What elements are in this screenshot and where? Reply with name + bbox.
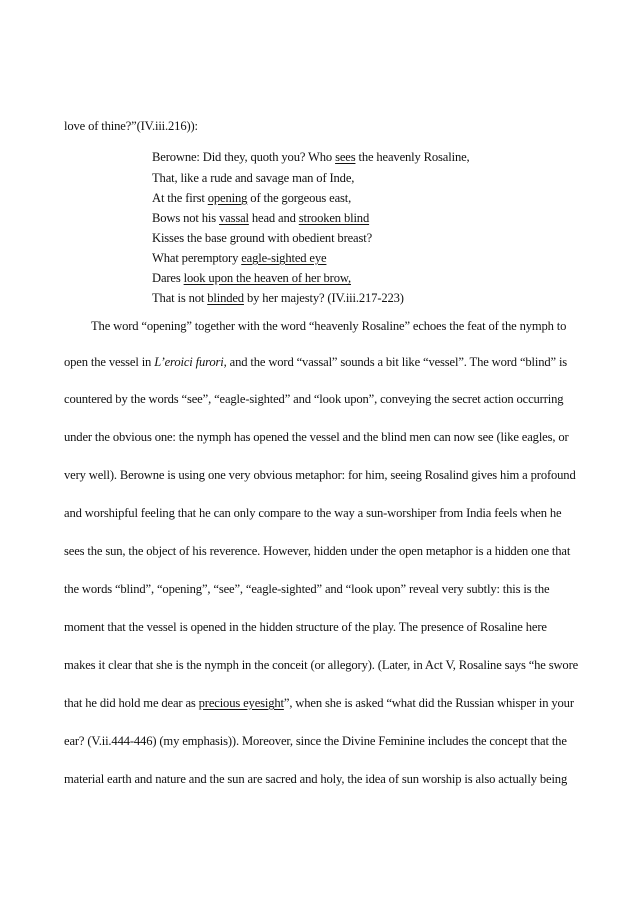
paragraph-line — [91, 318, 566, 334]
opening-line: love of thine?”(IV.iii.216)): — [64, 119, 198, 133]
paragraph-line — [64, 619, 547, 635]
text-run: Bows not his — [152, 211, 219, 225]
verse-line — [152, 290, 404, 306]
paragraph-line — [64, 354, 567, 370]
text-run: the words “blind”, “opening”, “see”, “eagle-sighted” and “look upon” reveal very subtly: this is the — [64, 582, 550, 596]
underlined-text: opening — [207, 191, 248, 205]
paragraph-line — [64, 657, 578, 673]
text-run: head and — [248, 211, 299, 225]
text-run: sees the sun, the object of his reverence. However, hidden under the open metaphor is a hidden one that — [64, 544, 571, 558]
text-run: At the first — [152, 191, 208, 205]
underlined-text: sees — [335, 150, 356, 164]
underlined-text: precious eyesight — [198, 696, 284, 710]
text-run: the heavenly Rosaline, — [355, 150, 470, 164]
text-run: That is not — [152, 291, 208, 305]
verse-line — [152, 210, 369, 226]
verse-line — [152, 250, 326, 266]
text-run: countered by the words “see”, “eagle-sighted” and “look upon”, conveying the secret action occurring — [64, 392, 564, 406]
text-run: Dares — [152, 271, 184, 285]
italic-text: L’eroici furori, — [154, 355, 227, 369]
text-run: very well). Berowne is using one very obvious metaphor: for him, seeing Rosalind gives him a profound — [64, 468, 576, 482]
underlined-text: vassal — [218, 211, 249, 225]
verse-line — [152, 230, 372, 246]
paragraph-line — [64, 581, 549, 597]
text-run: ear? (V.ii.444-446) (my emphasis)). Moreover, since the Divine Feminine includes the concept that the — [64, 734, 567, 748]
text-run: moment that the vessel is opened in the hidden structure of the play. The presence of Rosaline here — [64, 620, 547, 634]
paragraph-line — [64, 771, 567, 787]
text-run: and worshipful feeling that he can only compare to the way a sun-worshiper from India feels when he — [64, 506, 562, 520]
paragraph-line — [64, 695, 574, 711]
text-run: open the vessel in — [64, 355, 155, 369]
text-run: That, like a rude and savage man of Inde, — [152, 171, 355, 185]
text-run: Kisses the base ground with obedient breast? — [152, 231, 373, 245]
text-run: of the gorgeous east, — [247, 191, 352, 205]
verse-line — [152, 149, 470, 165]
text-run: by her majesty? (IV.iii.217-223) — [243, 291, 404, 305]
text-run: Berowne: Did they, quoth you? Who — [152, 150, 336, 164]
underlined-text: blinded — [207, 291, 244, 305]
paragraph-line — [64, 505, 561, 521]
paragraph-line — [64, 543, 570, 559]
underlined-text: strooken blind — [298, 211, 370, 225]
text-run: material earth and nature and the sun are sacred and holy, the idea of sun worship is also actually being — [64, 772, 568, 786]
text-run: and the word “vassal” sounds a bit like “vessel”. The word “blind” is — [226, 355, 568, 369]
text-run: under the obvious one: the nymph has opened the vessel and the blind men can now see (like eagles, or — [64, 430, 569, 444]
verse-line — [152, 190, 351, 206]
text-run: What peremptory — [152, 251, 242, 265]
text-run: The word “opening” together with the word “heavenly Rosaline” echoes the feat of the nymph to — [91, 319, 567, 333]
underlined-text: eagle-sighted eye — [241, 251, 327, 265]
paragraph-line — [64, 391, 563, 407]
text-run: makes it clear that she is the nymph in the conceit (or allegory). (Later, in Act V, Rosaline says “he swore — [64, 658, 579, 672]
text-run: that he did hold me dear as — [64, 696, 199, 710]
text-run: ”, when she is asked “what did the Russian whisper in your — [283, 696, 574, 710]
paragraph-line — [64, 467, 576, 483]
paragraph-line — [64, 733, 567, 749]
verse-line — [152, 270, 351, 286]
underlined-text: look upon the heaven of her brow, — [183, 271, 351, 285]
paragraph-line — [64, 429, 569, 445]
verse-line — [152, 170, 354, 186]
